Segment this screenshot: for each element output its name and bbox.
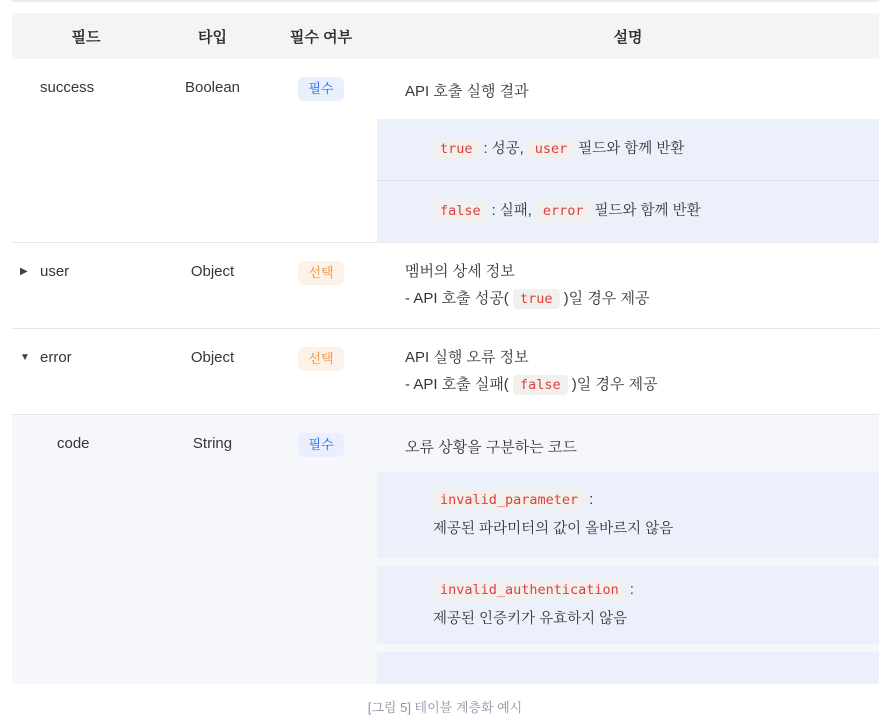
field-name: error xyxy=(40,349,72,366)
inline-code: false xyxy=(433,201,488,221)
description-line xyxy=(405,79,859,104)
field-cell xyxy=(12,243,160,328)
column-header: 설명 xyxy=(613,28,643,46)
description-line xyxy=(433,578,859,603)
optional-badge: 선택 xyxy=(298,261,343,285)
text-segment: )일 경우 제공 xyxy=(559,290,650,307)
field-name: code xyxy=(57,435,90,452)
description-cell xyxy=(377,415,879,684)
inline-code: invalid_parameter xyxy=(433,490,585,510)
column-header: 타입 xyxy=(198,28,227,46)
description-cell xyxy=(377,329,879,414)
collapsed-toggle-icon[interactable]: ▶ xyxy=(20,266,28,277)
text-segment: 필드와 함께 반환 xyxy=(590,203,701,219)
field-cell xyxy=(12,329,160,414)
code-subrow xyxy=(377,119,879,180)
api-fields-table xyxy=(12,0,879,684)
field-name: user xyxy=(40,263,70,280)
description-cell xyxy=(377,59,879,242)
description-line xyxy=(405,435,859,460)
required-badge: 필수 xyxy=(298,433,343,457)
text-segment: : xyxy=(585,492,594,508)
description-text xyxy=(377,243,879,328)
description-line xyxy=(433,517,859,542)
text-segment: 필드와 함께 반환 xyxy=(574,141,685,157)
inline-code: true xyxy=(513,289,560,309)
description-line xyxy=(433,488,859,513)
code-subrow xyxy=(377,180,879,242)
optional-badge: 선택 xyxy=(298,347,343,371)
text-segment: 제공된 인증키가 유효하지 않음 xyxy=(433,611,628,627)
type-cell: Object xyxy=(190,263,235,280)
description-line xyxy=(405,370,859,400)
column-header: 필드 xyxy=(71,28,101,46)
text-segment: API 실행 오류 정보 xyxy=(405,349,529,366)
subrow-group xyxy=(377,472,879,684)
text-segment: 오류 상황을 구분하는 코드 xyxy=(405,439,577,456)
description-line xyxy=(433,199,859,224)
inline-code: error xyxy=(536,201,591,221)
inline-code: user xyxy=(528,139,575,159)
type-cell: String xyxy=(192,435,233,452)
required-cell xyxy=(265,329,377,414)
description-text xyxy=(377,59,879,104)
description-line xyxy=(433,137,859,162)
type-cell: Object xyxy=(190,349,235,366)
code-subrow xyxy=(377,472,879,558)
text-segment: : xyxy=(625,582,634,598)
description-line xyxy=(433,607,859,632)
description-text xyxy=(377,415,879,460)
column-header: 필수 여부 xyxy=(289,28,353,46)
description-line xyxy=(405,345,859,370)
description-text xyxy=(377,329,879,414)
text-segment: API 호출 실행 결과 xyxy=(405,83,529,100)
figure-caption: [그림 5] 테이블 계층화 예시 xyxy=(367,700,523,715)
expanded-toggle-icon[interactable]: ▼ xyxy=(20,352,30,363)
top-border-line xyxy=(12,0,879,2)
code-subrow xyxy=(377,566,879,644)
description-line xyxy=(405,284,859,314)
table-row-code xyxy=(12,414,879,684)
text-segment: - API 호출 성공( xyxy=(405,290,513,307)
description-line xyxy=(405,259,859,284)
description-cell xyxy=(377,243,879,328)
table-row-user xyxy=(12,242,879,328)
subrow-cut xyxy=(377,652,879,684)
required-cell xyxy=(265,243,377,328)
table-header xyxy=(12,13,879,59)
text-segment: - API 호출 실패( xyxy=(405,376,513,393)
text-segment: : 실패, xyxy=(487,203,536,219)
text-segment: 멤버의 상세 정보 xyxy=(405,263,515,280)
text-segment: 제공된 파라미터의 값이 올바르지 않음 xyxy=(433,521,674,537)
type-cell: Boolean xyxy=(184,79,241,96)
required-cell xyxy=(265,59,377,242)
required-badge: 필수 xyxy=(298,77,343,101)
inline-code: false xyxy=(513,375,568,395)
table-body xyxy=(12,59,879,684)
required-cell xyxy=(265,415,377,684)
text-segment: : 성공, xyxy=(479,141,528,157)
field-cell xyxy=(12,415,160,684)
subrow-group xyxy=(377,119,879,242)
table-row-success xyxy=(12,59,879,242)
inline-code: invalid_authentication xyxy=(433,580,626,600)
field-name: success xyxy=(40,79,95,96)
table-row-error xyxy=(12,328,879,414)
field-cell xyxy=(12,59,160,242)
inline-code: true xyxy=(433,139,480,159)
text-segment: )일 경우 제공 xyxy=(567,376,658,393)
